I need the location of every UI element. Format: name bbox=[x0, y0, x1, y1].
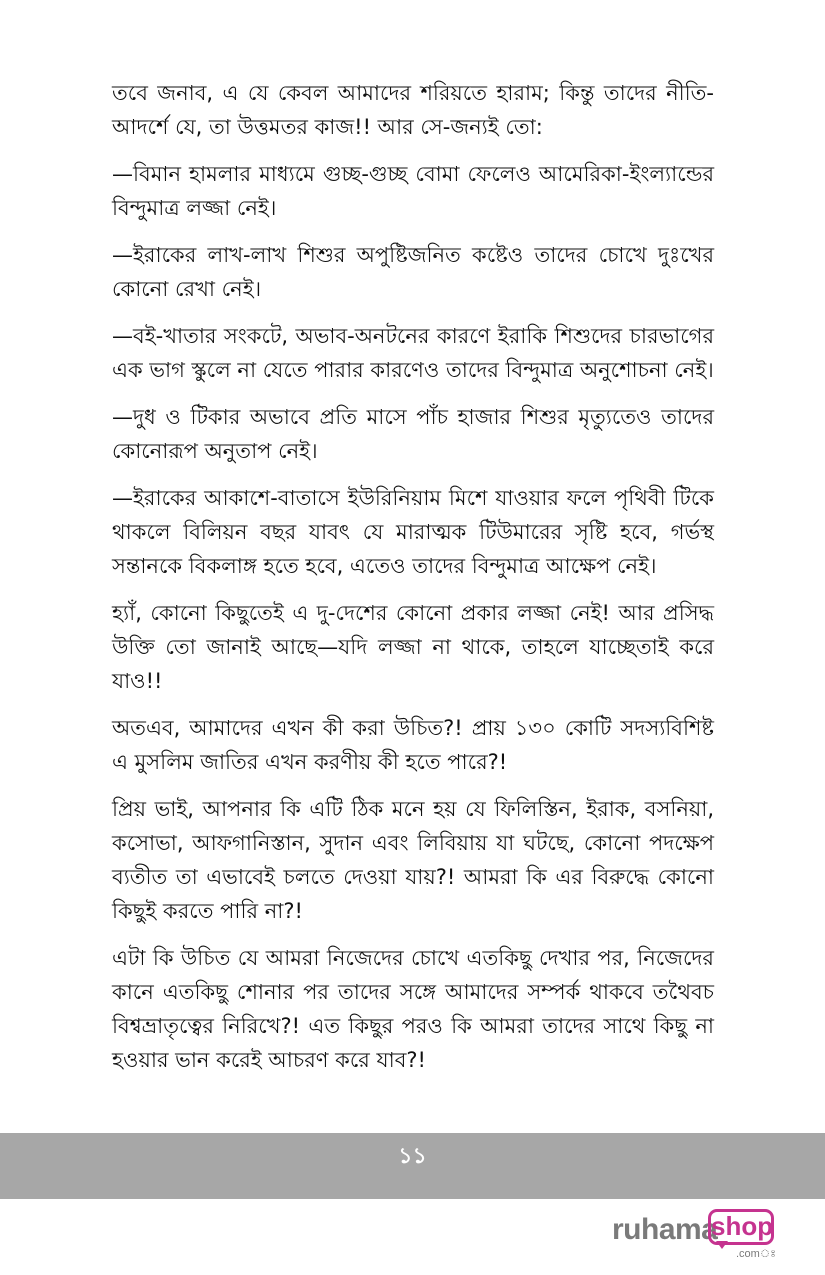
paragraph: হ্যাঁ, কোনো কিছুতেই এ দু-দেশের কোনো প্রকার লজ্জা নেই! আর প্রসিদ্ধ উক্তি তো জানাই আছে—যদি লজ্জা না থাকে, তাহলে যাচ্ছেতাই করে যাও!! bbox=[112, 601, 714, 693]
paragraph: —ইরাকের আকাশে-বাতাসে ইউরিনিয়াম মিশে যাওয়ার ফলে পৃথিবী টিকে থাকলে বিলিয়ন বছর যাবৎ যে মারাত্মক টিউমারের সৃষ্টি হবে, গর্ভস্থ সন্তানকে বিকলাঙ্গ হতে হবে, এতেও তাদের বিন্দুমাত্র আক্ষেপ নেই। bbox=[112, 486, 714, 578]
paragraph: অতএব, আমাদের এখন কী করা উচিত?! প্রায় ১৩০ কোটি সদস্যবিশিষ্ট এ মুসলিম জাতির এখন করণীয় কী হতে পারে?! bbox=[112, 716, 714, 774]
speech-bubble-tail-icon bbox=[716, 1241, 728, 1249]
paragraph: এটা কি উচিত যে আমরা নিজেদের চোখে এতকিছু দেখার পর, নিজেদের কানে এতকিছু শোনার পর তাদের সঙ্গে আমাদের সম্পর্ক থাকবে তথৈবচ বিশ্বভ্রাতৃত্বের নিরিখে?! এত কিছুর পরও কি আমরা তাদের সাথে কিছু না হওয়ার ভান করেই আচরণ করে যাব?! bbox=[112, 946, 714, 1072]
page-number: ১১ bbox=[398, 1144, 427, 1169]
paragraph: প্রিয় ভাই, আপনার কি এটি ঠিক মনে হয় যে ফিলিস্তিন, ইরাক, বসনিয়া, কসোভা, আফগানিস্তান, সুদান এবং লিবিয়ায় যা ঘটছে, কোনো পদক্ষেপ ব্যতীত তা এভাবেই চলতে দেওয়া যায়?! আমরা কি এর বিরুদ্ধে কোনো কিছুই করতে পারি না?! bbox=[112, 797, 714, 923]
footer-band bbox=[0, 1133, 825, 1199]
paragraph: —ইরাকের লাখ-লাখ শিশুর অপুষ্টিজনিত কষ্টেও তাদের চোখে দুঃখের কোনো রেখা নেই। bbox=[112, 243, 714, 301]
paragraph: —বিমান হামলার মাধ্যমে গুচ্ছ-গুচ্ছ বোমা ফেলেও আমেরিকা-ইংল্যান্ডের বিন্দুমাত্র লজ্জা নেই। bbox=[112, 162, 714, 220]
page-body bbox=[112, 76, 714, 1090]
paragraph: —দুধ ও টিকার অভাবে প্রতি মাসে পাঁচ হাজার শিশুর মৃত্যুতেও তাদের কোনোরূপ অনুতাপ নেই। bbox=[112, 405, 714, 463]
ruhama-shop-logo bbox=[612, 1207, 782, 1263]
paragraph: —বই-খাতার সংকটে, অভাব-অনটনের কারণে ইরাকি শিশুদের চারভাগের এক ভাগ স্কুলে না যেতে পারার কারণেও তাদের বিন্দুমাত্র অনুশোচনা নেই। bbox=[112, 324, 714, 382]
paragraph: তবে জনাব, এ যে কেবল আমাদের শরিয়তে হারাম; কিন্তু তাদের নীতি-আদর্শে যে, তা উত্তমতর কাজ!! আর সে-জন্যই তো: bbox=[112, 81, 714, 139]
logo-text-shop: shop bbox=[708, 1209, 774, 1245]
logo-text-domain: .comঃ bbox=[736, 1248, 777, 1260]
logo-text-ruhama: ruhama bbox=[612, 1213, 718, 1246]
